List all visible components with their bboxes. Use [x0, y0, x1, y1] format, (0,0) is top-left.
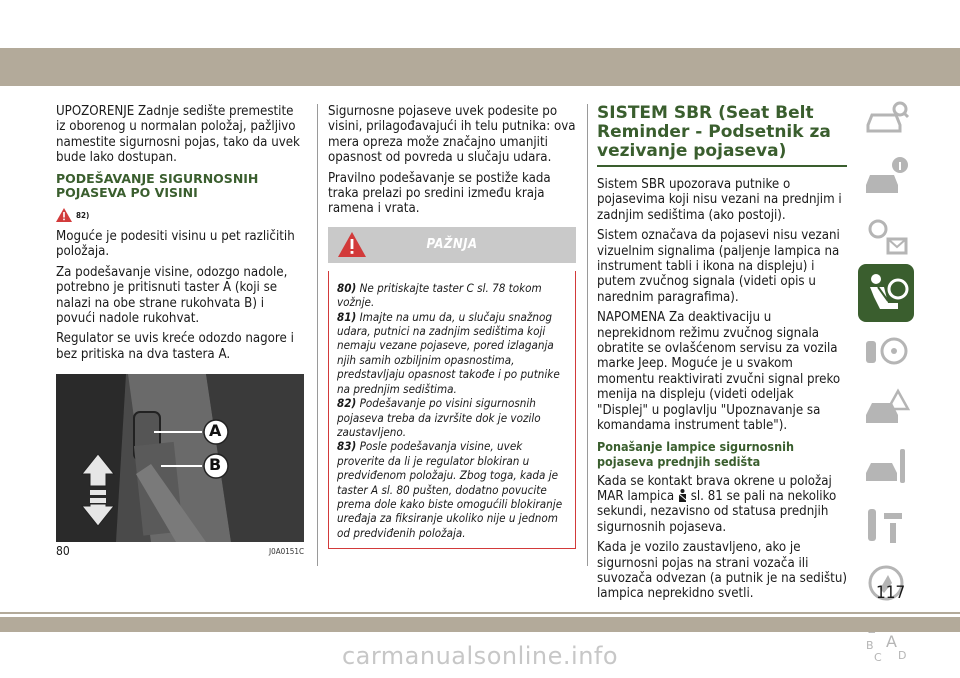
svg-text:A: A [886, 632, 897, 651]
warning-note [337, 396, 567, 439]
warning-note [337, 281, 567, 310]
warning-light-icon [862, 211, 910, 259]
paragraph: NAPOMENA Za deaktivaciju u neprekidnom režimu zvučnog signala obratite se ovlašćenom servisu za vozila marke Jeep. Moguće je u svakom momentu reaktivirati zvučni signal preko menija na displeju (videti odeljak "Displej" u poglavlju "Upoznavanje sa komandama instrument table"). [597, 310, 841, 434]
note-text: Posle podešavanja visine, uvek proverite da li je regulator blokiran u predviđenom položaju. Zbog toga, kada je taster A sl. 80 pušten, dodatno povucite prema dole kako biste omogućili blokiranje uređaja za fiksiranje ukoliko nije u jednom od predviđenih položaja. [337, 439, 563, 540]
maintenance-icon [862, 501, 910, 549]
hazard-car-icon [862, 385, 910, 433]
key-drive-icon [862, 327, 910, 375]
chapter-tab[interactable] [858, 496, 914, 554]
footer-band [0, 617, 960, 632]
paragraph [597, 474, 847, 536]
warning-note [337, 439, 567, 540]
paragraph-part: Kada se kontakt brava okrene u položaj MAR lampica [597, 473, 832, 504]
figure-code: J0A0151C [269, 547, 304, 557]
svg-text:C: C [874, 651, 882, 664]
column-left [56, 104, 304, 560]
paragraph: Moguće je podesiti visinu u pet različitih položaja. [56, 229, 295, 260]
warning-box-title: PAŽNJA [426, 237, 478, 253]
seat-safety-icon [862, 269, 910, 317]
section-heading-height-adjust: PODEŠAVANJE SIGURNOSNIH POJASEVA PO VISINI [56, 170, 259, 200]
subsection-heading: Ponašanje lampice sigurnosnih pojaseva prednjih sedišta [597, 438, 794, 469]
chapter-tab[interactable] [858, 438, 914, 496]
warning-reference [56, 208, 304, 223]
intro-paragraph: UPOZORENJE Zadnje sedište premestite iz oborenog u normalan položaj, pažljivo namestite sigurnosni pojas, tako da uvek bude lako dostupan. [56, 104, 300, 166]
paragraph: Kada je vozilo zaustavljeno, ako je sigurnosni pojas na strani vozača ili suvozača odvezan (a putnik je na sedištu) lampica neprekidno svetli. [597, 540, 847, 602]
watermark: carmanualsonline.info [341, 642, 619, 670]
chapter-tab[interactable] [858, 380, 914, 438]
car-search-icon [862, 95, 910, 143]
chapter-tab[interactable] [858, 322, 914, 380]
note-text: Ne pritiskajte taster C sl. 78 tokom vožnje. [337, 280, 542, 310]
page-top-margin [0, 0, 960, 48]
note-number: 83) [337, 439, 357, 454]
column-divider [317, 104, 318, 566]
chapter-tab[interactable] [858, 148, 914, 206]
paragraph: Sistem SBR upozorava putnike o pojasevima koji nisu vezani na prednjim i zadnjim sedištima (ako postoji). [597, 177, 842, 223]
paragraph: Za podešavanje visine, odozgo nadole, potrebno je pritisnuti taster A (koji se nalazi na obe strane rukohvata B) i povući nadole rukohvat. [56, 264, 288, 327]
paragraph: Sistem označava da pojasevi nisu vezani vizuelnim signalima (paljenje lampica na instrument tabli i ikona na displeju) i putem zvučnog signala (videti opis u narednim paragrafima). [597, 228, 840, 305]
paragraph-part: sl. 81 se pali na nekoliko sekundi, nezavisno od statusa prednjih sigurnosnih pojaseva. [597, 488, 837, 535]
car-info-icon [862, 153, 910, 201]
chapter-tab-active[interactable] [858, 264, 914, 322]
warning-box [328, 271, 576, 549]
figure-label-a: A [209, 421, 222, 441]
seatbelt-adjuster-figure [56, 374, 304, 542]
paragraph: Regulator se uvis kreće odozdo nagore i bez pritiska na dva tastera A. [56, 331, 294, 362]
column-middle [328, 104, 576, 549]
chapter-tab[interactable] [858, 206, 914, 264]
note-number: 82) [337, 396, 357, 411]
warning-note [337, 310, 567, 396]
section-title-sbr: SISTEM SBR (Seat Belt Reminder - Podsetnik za vezivanje pojaseva) [597, 104, 847, 167]
column-divider [587, 104, 588, 566]
warning-triangle-icon [56, 208, 72, 222]
svg-text:D: D [898, 649, 907, 662]
figure-caption [56, 544, 304, 559]
warning-reference-number: 82) [76, 210, 90, 220]
figure-number: 80 [56, 544, 70, 559]
note-number: 80) [337, 280, 357, 295]
figure-label-b: B [209, 455, 222, 475]
warning-triangle-icon [338, 232, 366, 257]
warning-box-header [328, 227, 576, 263]
figure-illustration [56, 374, 304, 542]
header-band [0, 48, 960, 86]
note-text: Imajte na umu da, u slučaju snažnog udara, putnici na zadnjim sedištima koji nemaju vezane pojaseve, pored izlaganja njih samih ozbiljnim opasnostima, predstavljaju opasnost takođe i po putnike na prednjim sedištima. [337, 309, 560, 396]
note-text: Podešavanje po visini sigurnosnih pojaseva treba da izvršite dok je vozilo zaustavljeno. [337, 396, 541, 439]
paragraph: Pravilno podešavanje se postiže kada traka prelazi po sredini između kraja ramena i vrata. [328, 170, 551, 217]
svg-text:B: B [866, 639, 874, 652]
column-right [597, 104, 847, 607]
paragraph: Sigurnosne pojaseve uvek podesite po visini, prilagođavajući ih telu putnika: ova mera opreza može značajno umanjiti opasnost od povreda u slučaju udara. [328, 104, 576, 166]
note-number: 81) [337, 309, 357, 324]
page-number: 117 [876, 583, 906, 603]
seatbelt-warning-icon [678, 489, 687, 502]
service-car-icon [862, 443, 910, 491]
footer-rule [0, 612, 960, 614]
chapter-tab[interactable] [858, 90, 914, 148]
